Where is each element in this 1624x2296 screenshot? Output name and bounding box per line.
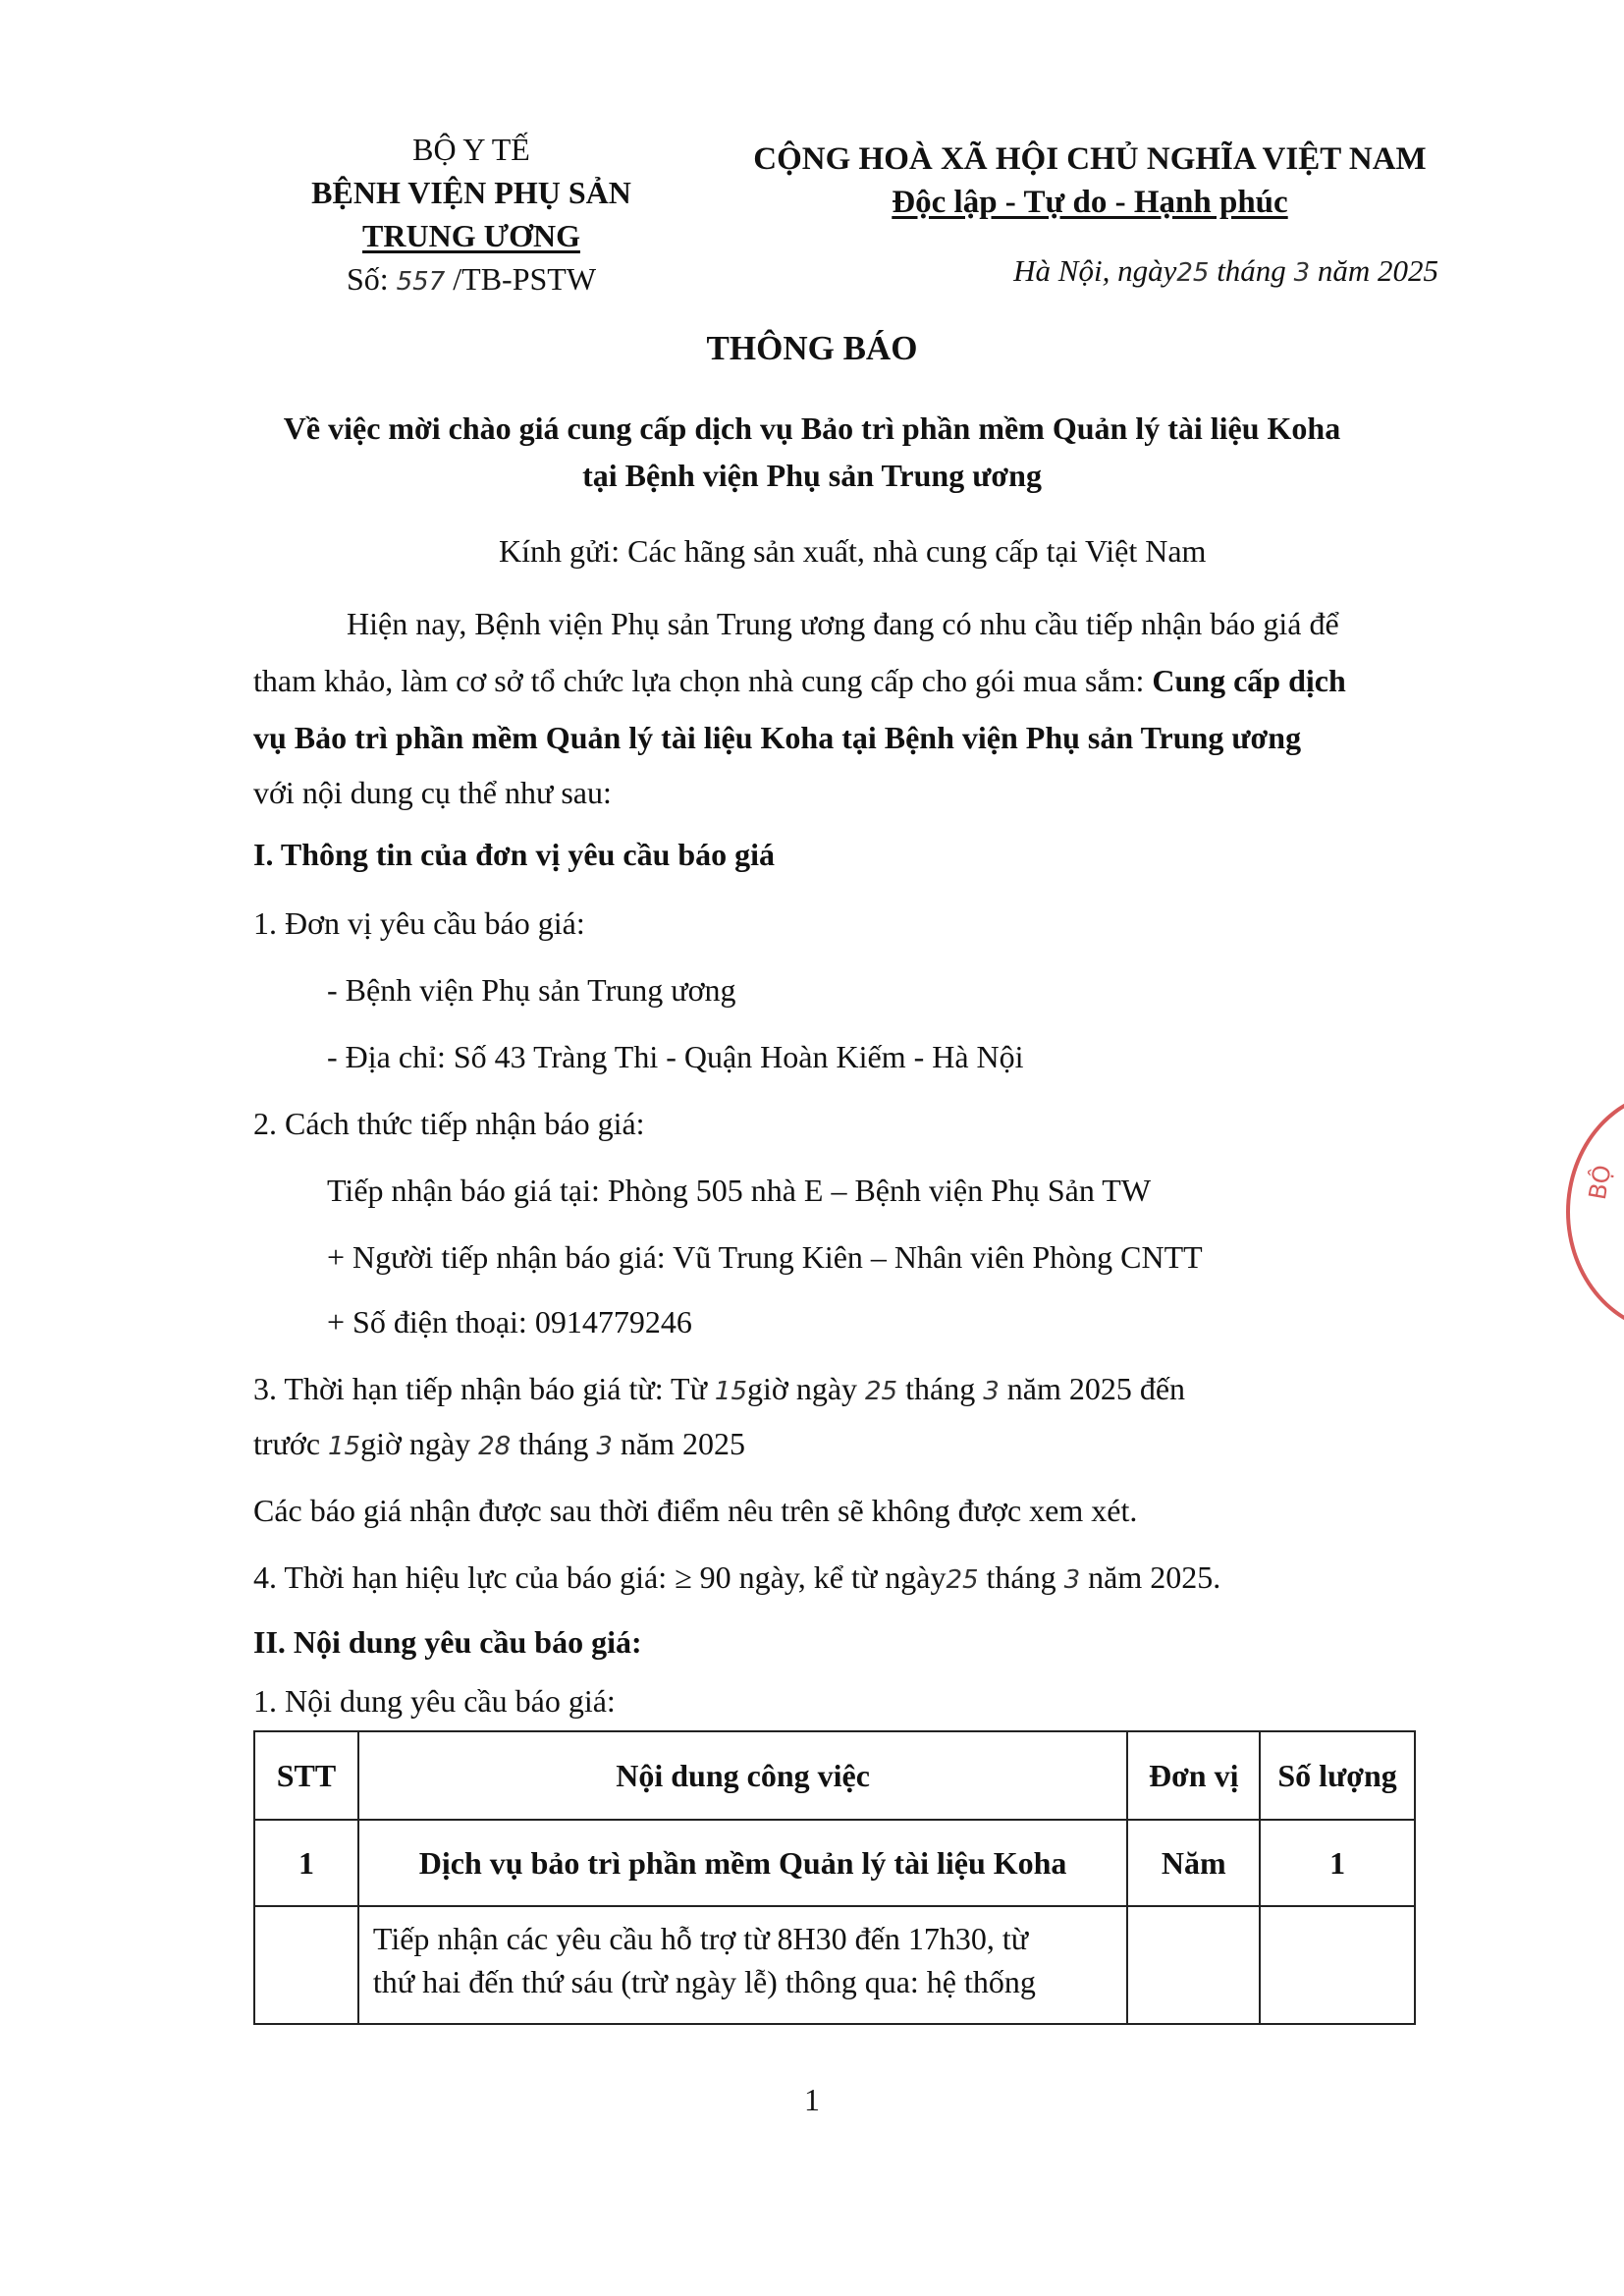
receive-place: Tiếp nhận báo giá tại: Phòng 505 nhà E – Bệnh viện Phụ Sản TW xyxy=(327,1173,1152,1208)
national-motto: Độc lập - Tự do - Hạnh phúc xyxy=(892,185,1288,220)
subject-line-2: tại Bệnh viện Phụ sản Trung ương xyxy=(582,458,1042,493)
phone-info: + Số điện thoại: 0914779246 xyxy=(327,1304,692,1339)
intro-line-4: với nội dung cụ thể như sau: xyxy=(253,775,612,810)
table-cell-unit xyxy=(1127,1906,1260,2024)
section-1-item-1: 1. Đơn vị yêu cầu báo giá: xyxy=(253,905,585,941)
red-stamp xyxy=(1566,1090,1624,1334)
issuer-block xyxy=(285,128,658,303)
intro-line-2: tham khảo, làm cơ sở tổ chức lựa chọn nhà cung cấp cho gói mua sắm: Cung cấp dịch xyxy=(253,663,1346,698)
document-number-handwritten: 557 xyxy=(396,267,446,297)
table-cell-stt xyxy=(254,1906,358,2024)
country-name: CỘNG HOÀ XÃ HỘI CHỦ NGHĨA VIỆT NAM xyxy=(753,141,1427,177)
table-cell-content: Tiếp nhận các yêu cầu hỗ trợ từ 8H30 đến 17h30, từ thứ hai đến thứ sáu (trừ ngày lễ) thông qua: hệ thống xyxy=(358,1906,1127,2024)
table-cell-quantity xyxy=(1260,1906,1415,2024)
hospital-name-line1: BỆNH VIỆN PHỤ SẢN xyxy=(311,175,631,210)
table-header-content: Nội dung công việc xyxy=(358,1731,1127,1820)
table-cell-quantity: 1 xyxy=(1260,1820,1415,1906)
stamp-text: BỘ xyxy=(1583,1163,1617,1202)
table-header-row xyxy=(254,1731,1415,1820)
recipient-line: Kính gửi: Các hãng sản xuất, nhà cung cấp tại Việt Nam xyxy=(499,533,1207,569)
receiver-info: + Người tiếp nhận báo giá: Vũ Trung Kiên – Nhân viên Phòng CNTT xyxy=(327,1239,1203,1275)
section-2-item-1: 1. Nội dung yêu cầu báo giá: xyxy=(253,1683,616,1719)
intro-line-3: vụ Bảo trì phần mềm Quản lý tài liệu Koha tại Bệnh viện Phụ sản Trung ương xyxy=(253,720,1302,755)
national-heading xyxy=(731,137,1448,224)
unit-address: - Địa chỉ: Số 43 Tràng Thi - Quận Hoàn Kiếm - Hà Nội xyxy=(327,1039,1024,1074)
table-row xyxy=(254,1906,1415,2024)
hospital-name-line2: TRUNG ƯƠNG xyxy=(362,218,580,253)
page-number: 1 xyxy=(804,2082,820,2117)
table-cell-unit: Năm xyxy=(1127,1820,1260,1906)
document-title: THÔNG BÁO xyxy=(706,329,918,367)
quote-request-table xyxy=(253,1730,1416,2025)
table-header-unit: Đơn vị xyxy=(1127,1731,1260,1820)
section-1-item-3-line-2: trước 15giờ ngày 28 tháng 3 năm 2025 xyxy=(253,1426,745,1461)
subject-line-1: Về việc mời chào giá cung cấp dịch vụ Bảo trì phần mềm Quản lý tài liệu Koha xyxy=(283,410,1341,446)
table-cell-content: Dịch vụ bảo trì phần mềm Quản lý tài liệu Koha xyxy=(358,1820,1127,1906)
unit-name: - Bệnh viện Phụ sản Trung ương xyxy=(327,972,736,1008)
section-1-item-4: 4. Thời hạn hiệu lực của báo giá: ≥ 90 ngày, kể từ ngày25 tháng 3 năm 2025. xyxy=(253,1559,1221,1595)
table-header-quantity: Số lượng xyxy=(1260,1731,1415,1820)
section-2-heading: II. Nội dung yêu cầu báo giá: xyxy=(253,1624,642,1660)
section-1-item-3-line-1: 3. Thời hạn tiếp nhận báo giá từ: Từ 15giờ ngày 25 tháng 3 năm 2025 đến xyxy=(253,1371,1186,1406)
late-quote-note: Các báo giá nhận được sau thời điểm nêu trên sẽ không được xem xét. xyxy=(253,1493,1138,1528)
section-1-item-2: 2. Cách thức tiếp nhận báo giá: xyxy=(253,1106,645,1141)
table-row xyxy=(254,1820,1415,1906)
ministry-name: BỘ Y TẾ xyxy=(412,132,530,167)
intro-line-1: Hiện nay, Bệnh viện Phụ sản Trung ương đang có nhu cầu tiếp nhận báo giá để xyxy=(347,606,1339,641)
section-1-heading: I. Thông tin của đơn vị yêu cầu báo giá xyxy=(253,837,776,872)
issue-date: Hà Nội, ngày25 tháng 3 năm 2025 xyxy=(1013,253,1438,288)
table-header-stt: STT xyxy=(254,1731,358,1820)
table-cell-stt: 1 xyxy=(254,1820,358,1906)
document-number: Số: 557 /TB-PSTW xyxy=(346,261,597,297)
